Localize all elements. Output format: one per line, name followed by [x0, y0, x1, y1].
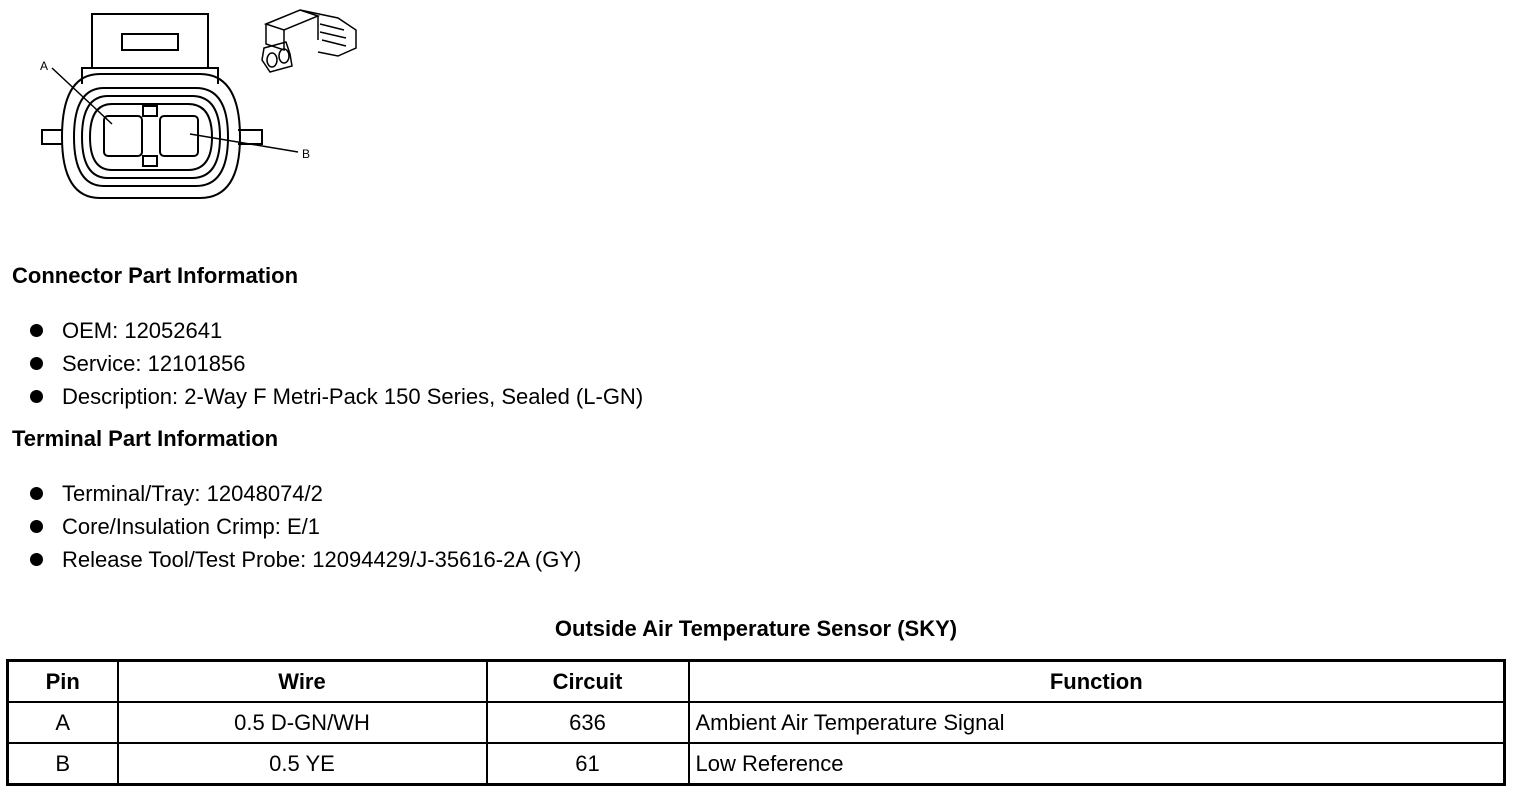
list-item-text: Core/Insulation Crimp: E/1 [62, 514, 320, 539]
list-item-text: Service: 12101856 [62, 351, 246, 376]
list-item [30, 314, 643, 347]
table-row [8, 743, 1505, 785]
pin-b-leader [190, 134, 298, 152]
column-header-function: Function [689, 661, 1505, 703]
bullet-icon [30, 553, 43, 566]
column-header-pin: Pin [8, 661, 118, 703]
list-item-text: Terminal/Tray: 12048074/2 [62, 481, 323, 506]
terminal-part-info-heading: Terminal Part Information [12, 426, 279, 451]
wire-cell: 0.5 D-GN/WH [118, 702, 487, 743]
pin-a-label: A [40, 59, 49, 73]
connector-part-info-list [30, 314, 643, 413]
pin-b-label: B [302, 147, 311, 161]
latch-window [122, 34, 178, 50]
bullet-icon [30, 520, 43, 533]
list-item-text: OEM: 12052641 [62, 318, 223, 343]
pin-b-cavity [160, 116, 198, 156]
bullet-icon [30, 357, 43, 370]
table-title: Outside Air Temperature Sensor (SKY) [554, 616, 958, 641]
list-item [30, 347, 643, 380]
connector-left-ear [42, 130, 62, 144]
column-header-wire: Wire [118, 661, 487, 703]
table-row [8, 702, 1505, 743]
bullet-icon [30, 324, 43, 337]
pin-cell: A [8, 702, 118, 743]
table-header-row [8, 661, 1505, 703]
column-header-circuit: Circuit [487, 661, 689, 703]
function-cell: Ambient Air Temperature Signal [689, 702, 1505, 743]
bullet-icon [30, 390, 43, 403]
connector-diagram [0, 0, 380, 215]
connector-part-info-heading: Connector Part Information [12, 263, 299, 288]
list-item-text: Release Tool/Test Probe: 12094429/J-35616-2A (GY) [62, 547, 582, 572]
pinout-table [6, 659, 1506, 786]
list-item-text: Description: 2-Way F Metri-Pack 150 Series, Sealed (L-GN) [62, 384, 644, 409]
circuit-cell: 636 [487, 702, 689, 743]
list-item [30, 510, 581, 543]
list-item [30, 380, 643, 413]
circuit-cell: 61 [487, 743, 689, 785]
connector-latch [92, 14, 208, 68]
wire-cell: 0.5 YE [118, 743, 487, 785]
list-item [30, 543, 581, 576]
list-item [30, 477, 581, 510]
pin-cell: B [8, 743, 118, 785]
bullet-icon [30, 487, 43, 500]
terminal-part-info-list [30, 477, 581, 576]
function-cell: Low Reference [689, 743, 1505, 785]
connector-perspective-icon [262, 10, 356, 72]
